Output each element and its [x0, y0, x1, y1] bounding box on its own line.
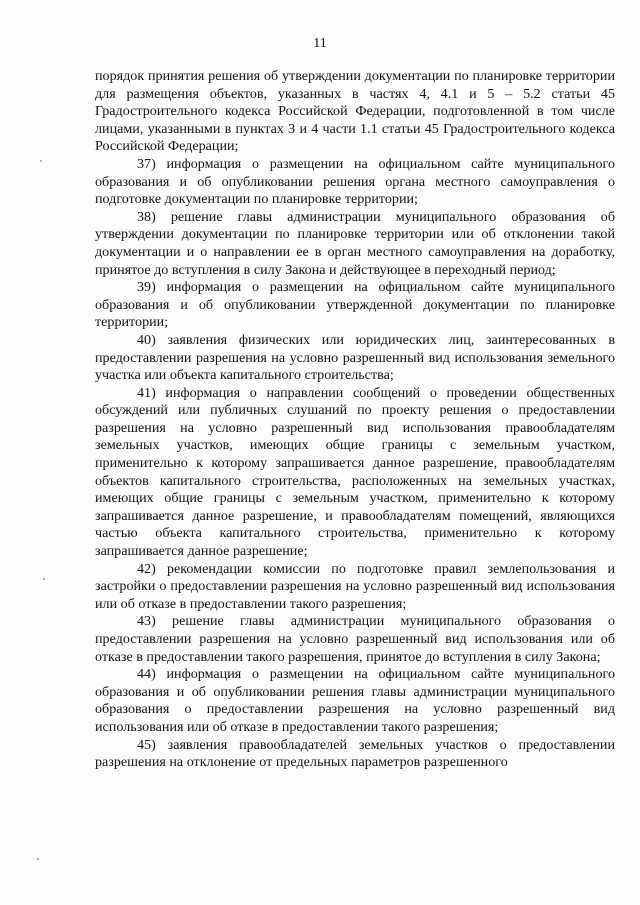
paragraph-item-37: 37) информация о размещении на официальном сайте муниципального образования и об опубликовании решения органа местного самоуправления о подготовке документации по планировке территории;: [95, 155, 615, 208]
paragraph-item-45: 45) заявления правообладателей земельных участков о предоставлении разрешения на отклонение от предельных параметров разрешенного: [95, 736, 615, 771]
paragraph-item-41: 41) информация о направлении сообщений о проведении общественных обсуждений или публичных слушаний по проекту решения о предоставлении разрешения на условно разрешенный вид использования правообладателям земельных участков, имеющих общие границы с земельным участком, применительно к которому запрашивается данное разрешение, правообладателям объектов капитального строительства, расположенных на земельных участках, имеющих общие границы с земельным участком, применительно к которому запрашивается данное разрешение, и правообладателям помещений, являющихся частью объекта капитального строительства, применительно к которому запрашивается данное разрешение;: [95, 384, 615, 560]
paragraph-item-44: 44) информация о размещении на официальном сайте муниципального образования и об опубликовании решения главы администрации муниципального образования о предоставлении разрешения на условно разрешенный вид использования или об отказе в предоставлении такого разрешения;: [95, 666, 615, 735]
paragraph-item-38: 38) решение главы администрации муниципального образования об утверждении документации по планировке территории или об отклонении такой документации и о направлении ее в орган местного самоуправления на доработку, принятое до вступления в силу Закона и действующее в переходный период;: [95, 208, 615, 278]
scan-speck: [37, 858, 39, 860]
document-body: [95, 68, 615, 772]
paragraph-continuation: порядок принятия решения об утверждении документации по планировке территории для размещения объектов, указанных в частях 4, 4.1 и 5 – 5.2 статьи 45 Градостроительного кодекса Российской Федерации, подготовленной в том числе лицами, указанными в пунктах 3 и 4 части 1.1 статьи 45 Градостроительного кодекса Российской Федерации;: [95, 68, 615, 155]
scan-speck: [43, 578, 45, 580]
paragraph-item-40: 40) заявления физических или юридических лиц, заинтересованных в предоставлении разрешения на условно разрешенный вид использования земельного участка или объекта капитального строительства;: [95, 331, 615, 384]
page-number: 11: [313, 36, 327, 51]
paragraph-item-42: 42) рекомендации комиссии по подготовке правил землепользования и застройки о предоставлении разрешения на условно разрешенный вид использования или об отказе в предоставлении такого разрешения;: [95, 560, 615, 612]
paragraph-item-39: 39) информация о размещении на официальном сайте муниципального образования и об опубликовании утвержденной документации по планировке территории;: [95, 279, 615, 331]
paragraph-item-43: 43) решение главы администрации муниципального образования о предоставлении разрешения на условно разрешенный вид использования или об отказе в предоставлении такого разрешения, принятое до вступления в силу Закона;: [95, 613, 615, 665]
scan-speck: [40, 160, 42, 162]
